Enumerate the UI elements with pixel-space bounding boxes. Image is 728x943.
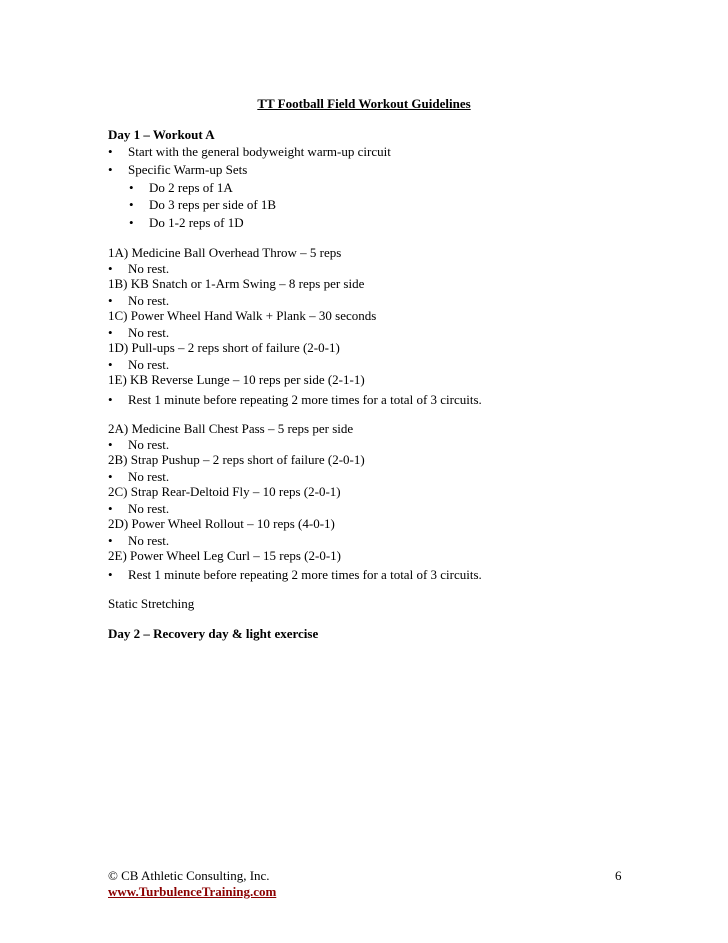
list-item-text: Rest 1 minute before repeating 2 more times for a total of 3 circuits. bbox=[128, 392, 482, 407]
exercise-line: 1B) KB Snatch or 1-Arm Swing – 8 reps per side bbox=[108, 276, 365, 291]
list-item-text: No rest. bbox=[128, 437, 170, 452]
rest-note bbox=[108, 293, 169, 309]
rest-note bbox=[108, 357, 169, 373]
list-item bbox=[108, 162, 247, 178]
bullet-icon: • bbox=[108, 437, 113, 452]
list-item-text: Specific Warm-up Sets bbox=[128, 162, 248, 177]
bullet-icon: • bbox=[108, 144, 113, 159]
exercise-line: 1A) Medicine Ball Overhead Throw – 5 reps bbox=[108, 245, 342, 260]
exercise-line: 2E) Power Wheel Leg Curl – 15 reps (2-0-1) bbox=[108, 548, 341, 563]
day1-heading: Day 1 – Workout A bbox=[108, 127, 215, 142]
bullet-icon: • bbox=[108, 162, 113, 177]
rest-note bbox=[108, 325, 169, 341]
list-item-text: No rest. bbox=[128, 357, 170, 372]
bullet-icon: • bbox=[108, 567, 113, 582]
page-number: 6 bbox=[615, 868, 622, 883]
exercise-line: 2A) Medicine Ball Chest Pass – 5 reps per side bbox=[108, 421, 354, 436]
list-item-text: No rest. bbox=[128, 293, 170, 308]
sub-list-item bbox=[129, 215, 244, 231]
bullet-icon: • bbox=[108, 357, 113, 372]
rest-note bbox=[108, 261, 169, 277]
list-item-text: Do 3 reps per side of 1B bbox=[149, 197, 277, 212]
rest-note bbox=[108, 392, 482, 408]
bullet-icon: • bbox=[108, 261, 113, 276]
list-item-text: No rest. bbox=[128, 469, 170, 484]
bullet-icon: • bbox=[129, 215, 134, 230]
exercise-line: 2B) Strap Pushup – 2 reps short of failure (2-0-1) bbox=[108, 452, 365, 467]
exercise-line: 2C) Strap Rear-Deltoid Fly – 10 reps (2-0-1) bbox=[108, 484, 341, 499]
bullet-icon: • bbox=[129, 180, 134, 195]
exercise-line: 2D) Power Wheel Rollout – 10 reps (4-0-1) bbox=[108, 516, 335, 531]
rest-note bbox=[108, 469, 169, 485]
bullet-icon: • bbox=[108, 469, 113, 484]
footer-website-link[interactable]: www.TurbulenceTraining.com bbox=[108, 884, 277, 899]
list-item-text: No rest. bbox=[128, 261, 170, 276]
sub-list-item bbox=[129, 180, 233, 196]
rest-note bbox=[108, 437, 169, 453]
list-item-text: No rest. bbox=[128, 533, 170, 548]
list-item-text: Do 2 reps of 1A bbox=[149, 180, 233, 195]
list-item-text: Do 1-2 reps of 1D bbox=[149, 215, 244, 230]
list-item-text: No rest. bbox=[128, 501, 170, 516]
exercise-line: 1C) Power Wheel Hand Walk + Plank – 30 seconds bbox=[108, 308, 377, 323]
page-title: TT Football Field Workout Guidelines bbox=[257, 96, 471, 111]
bullet-icon: • bbox=[108, 325, 113, 340]
static-stretching: Static Stretching bbox=[108, 596, 195, 611]
bullet-icon: • bbox=[108, 533, 113, 548]
rest-note bbox=[108, 533, 169, 549]
list-item-text: Rest 1 minute before repeating 2 more times for a total of 3 circuits. bbox=[128, 567, 482, 582]
list-item-text: Start with the general bodyweight warm-up circuit bbox=[128, 144, 391, 159]
list-item-text: No rest. bbox=[128, 325, 170, 340]
exercise-line: 1D) Pull-ups – 2 reps short of failure (2-0-1) bbox=[108, 340, 340, 355]
sub-list-item bbox=[129, 197, 276, 213]
exercise-line: 1E) KB Reverse Lunge – 10 reps per side (2-1-1) bbox=[108, 372, 365, 387]
rest-note bbox=[108, 501, 169, 517]
bullet-icon: • bbox=[108, 501, 113, 516]
bullet-icon: • bbox=[108, 392, 113, 407]
rest-note bbox=[108, 567, 482, 583]
bullet-icon: • bbox=[129, 197, 134, 212]
footer-copyright: © CB Athletic Consulting, Inc. bbox=[108, 868, 270, 883]
day2-heading: Day 2 – Recovery day & light exercise bbox=[108, 626, 319, 641]
list-item bbox=[108, 144, 391, 160]
bullet-icon: • bbox=[108, 293, 113, 308]
